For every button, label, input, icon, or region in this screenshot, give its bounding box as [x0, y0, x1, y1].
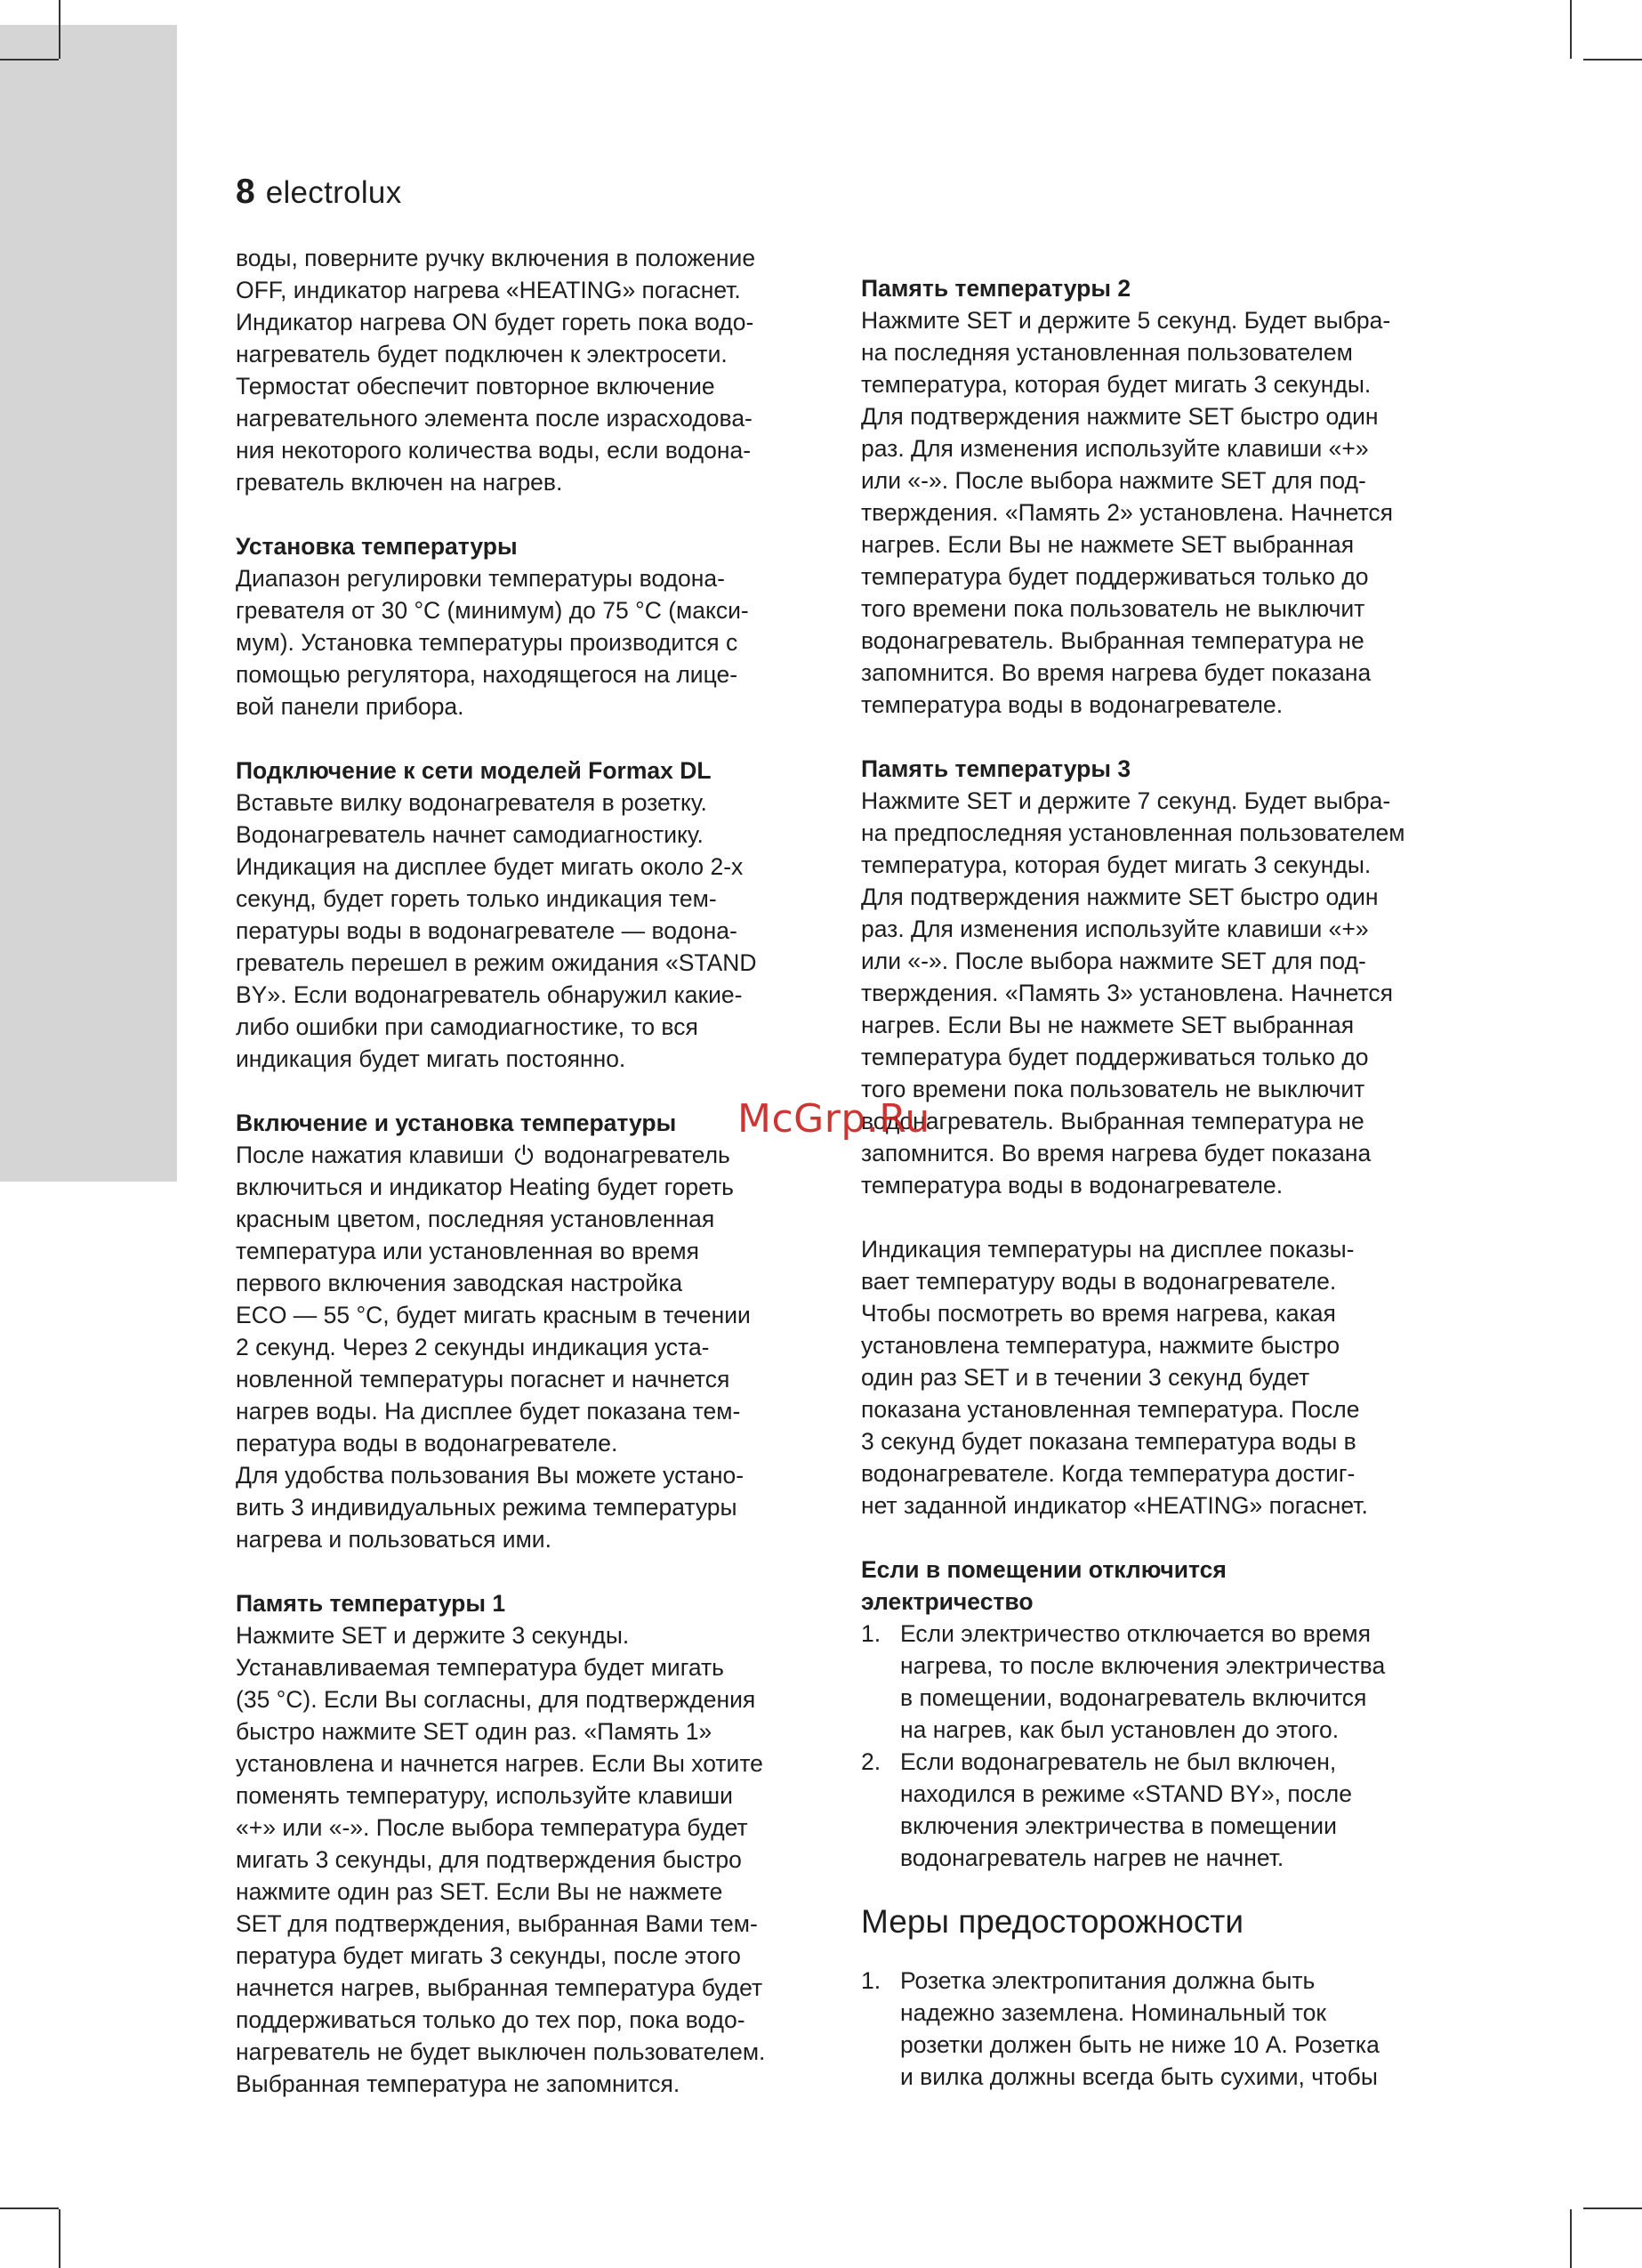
text-line: Розетка электропитания должна быть: [900, 1967, 1316, 1994]
text-line: [236, 1139, 849, 1171]
text-line: 3 секунд будет показана температура воды в: [861, 1428, 1356, 1455]
list-item-number: 1.: [861, 1967, 881, 1994]
text-line: ния некоторого количества воды, если водона-: [236, 437, 752, 464]
text-line: розетки должен быть не ниже 10 А. Розетка: [900, 2031, 1380, 2058]
section-title: электричество: [861, 1588, 1034, 1615]
text-line: Индикация температуры на дисплее показы-: [861, 1236, 1355, 1263]
crop-mark: [1583, 2207, 1642, 2209]
list-item-body: [900, 1965, 1475, 2093]
text-line: пературы воды в водонагревателе — водона-: [236, 917, 737, 944]
text-line: BY». Если водонагреватель обнаружил какие-: [236, 981, 743, 1008]
text-line: греватель включен на нагрев.: [236, 469, 563, 496]
section-body: [861, 1233, 1475, 1521]
section-body: [861, 785, 1475, 1201]
text-line: Если электричество отключается во время: [900, 1620, 1371, 1647]
list-item: [861, 1965, 1475, 2093]
section-body: [236, 562, 849, 722]
text-line: на предпоследняя установленная пользователем: [861, 819, 1405, 846]
text-line: нагрев воды. На дисплее будет показана тем-: [236, 1398, 741, 1425]
text-line: Чтобы посмотреть во время нагрева, какая: [861, 1300, 1336, 1327]
section-title: Память температуры 3: [861, 755, 1131, 782]
text-line: Нажмите SET и держите 5 секунд. Будет выбра-: [861, 307, 1391, 334]
text-line: вой панели прибора.: [236, 693, 464, 720]
right-column: [861, 272, 1475, 2093]
text-line: нагрев. Если Вы не нажмете SET выбранная: [861, 531, 1355, 558]
text-line: Вставьте вилку водонагревателя в розетку.: [236, 789, 707, 816]
text-line: установлена и начнется нагрев. Если Вы хотите: [236, 1750, 763, 1777]
text-line: нагрева, то после включения электричества: [900, 1652, 1386, 1679]
intro-paragraph: [236, 242, 849, 498]
text-line: на нагрев, как был установлен до этого.: [900, 1716, 1340, 1743]
text-line: новленной температуры погаснет и начнется: [236, 1366, 730, 1392]
text-line: включения электричества в помещении: [900, 1812, 1337, 1839]
text-line: температура воды в водонагревателе.: [861, 691, 1284, 718]
text-line: Индикатор нагрева ON будет гореть пока водо-: [236, 309, 754, 335]
crop-mark: [0, 2207, 59, 2209]
text-line: 2 секунд. Через 2 секунды индикация уста-: [236, 1334, 710, 1360]
section-title: Установка температуры: [236, 533, 518, 560]
text-line: Устанавливаемая температура будет мигать: [236, 1654, 724, 1681]
section-display-info: [861, 1233, 1475, 1521]
list-item-number: 2.: [861, 1748, 881, 1775]
text-line: ECO — 55 °C, будет мигать красным в течении: [236, 1302, 751, 1328]
text-line: тверждения. «Память 2» установлена. Начнется: [861, 499, 1394, 526]
text-line: и вилка должны всегда быть сухими, чтобы: [900, 2063, 1378, 2090]
text-line: либо ошибки при самодиагностике, то вся: [236, 1013, 698, 1040]
section-memory-2: [861, 272, 1475, 721]
text-line: водонагревателе. Когда температура достиг-: [861, 1460, 1356, 1487]
text-line: раз. Для изменения используйте клавиши «+»: [861, 916, 1369, 942]
text-line: Для подтверждения нажмите SET быстро один: [861, 884, 1379, 910]
text-line: секунд, будет гореть только индикация тем-: [236, 885, 717, 912]
text-fragment: водонагреватель: [543, 1142, 730, 1168]
list-item-number: 1.: [861, 1620, 881, 1647]
section-body: [236, 1171, 849, 1555]
text-line: температура будет поддерживаться только до: [861, 563, 1369, 590]
text-line: установлена температура, нажмите быстро: [861, 1332, 1340, 1359]
text-line: воды, поверните ручку включения в положение: [236, 245, 756, 271]
text-fragment: После нажатия клавиши: [236, 1142, 504, 1168]
text-line: мигать 3 секунды, для подтверждения быстро: [236, 1846, 742, 1873]
numbered-list: [861, 1618, 1475, 1874]
text-line: Для удобства пользования Вы можете устано-: [236, 1462, 745, 1489]
text-line: находился в режиме «STAND BY», после: [900, 1780, 1352, 1807]
text-line: пература воды в водонагревателе.: [236, 1430, 618, 1457]
text-line: водонагреватель. Выбранная температура не: [861, 1108, 1364, 1134]
text-line: Нажмите SET и держите 3 секунды.: [236, 1622, 630, 1649]
text-line: на последняя установленная пользователем: [861, 339, 1353, 366]
text-line: Для подтверждения нажмите SET быстро один: [861, 403, 1379, 430]
text-line: в помещении, водонагреватель включится: [900, 1684, 1367, 1711]
precautions-heading: Меры предосторожности: [861, 1903, 1244, 1940]
text-line: того времени пока пользователь не выключит: [861, 1076, 1365, 1102]
text-line: «+» или «-». После выбора температура будет: [236, 1814, 748, 1841]
text-line: тверждения. «Память 3» установлена. Начнется: [861, 980, 1394, 1006]
section-title: Память температуры 2: [861, 275, 1131, 302]
text-line: Водонагреватель начнет самодиагностику.: [236, 821, 704, 848]
crop-mark: [59, 0, 60, 59]
numbered-list: [861, 1965, 1475, 2093]
text-line: температура будет поддерживаться только до: [861, 1044, 1369, 1070]
text-line: надежно заземлена. Номинальный ток: [900, 1999, 1326, 2026]
crop-mark: [59, 2209, 60, 2268]
text-line: вить 3 индивидуальных режима температуры: [236, 1494, 737, 1521]
text-line: вает температуру воды в водонагревателе.: [861, 1268, 1337, 1295]
text-line: Если водонагреватель не был включен,: [900, 1748, 1337, 1775]
text-line: водонагреватель нагрев не начнет.: [900, 1844, 1284, 1871]
text-line: нажмите один раз SET. Если Вы не нажмете: [236, 1878, 723, 1905]
text-line: греватель перешел в режим ожидания «STAND: [236, 949, 757, 976]
text-line: или «-». После выбора нажмите SET для под-: [861, 948, 1366, 974]
section-power-on: [236, 1107, 849, 1555]
crop-mark: [1570, 2209, 1572, 2268]
text-line: температура, которая будет мигать 3 секунды.: [861, 371, 1372, 398]
text-line: показана установленная температура. После: [861, 1396, 1360, 1423]
list-item-body: [900, 1618, 1475, 1746]
text-line: Выбранная температура не запомнится.: [236, 2070, 680, 2097]
power-icon: [512, 1143, 535, 1166]
list-item: [861, 1746, 1475, 1874]
text-line: поддерживаться только до тех пор, пока водо-: [236, 2006, 745, 2033]
text-line: индикация будет мигать постоянно.: [236, 1045, 626, 1072]
section-power-outage: [861, 1554, 1475, 1874]
text-line: нет заданной индикатор «HEATING» погаснет.: [861, 1492, 1368, 1519]
text-line: Индикация на дисплее будет мигать около 2-х: [236, 853, 744, 880]
section-memory-1: [236, 1587, 849, 2100]
section-body: [236, 787, 849, 1075]
text-line: нагреватель не будет выключен пользователем.: [236, 2038, 766, 2065]
section-title: Включение и установка температуры: [236, 1110, 677, 1136]
text-line: раз. Для изменения используйте клавиши «+»: [861, 435, 1369, 462]
text-line: OFF, индикатор нагрева «HEATING» погаснет.: [236, 277, 741, 303]
text-line: температура или установленная во время: [236, 1238, 699, 1264]
side-margin-band: [0, 25, 177, 1182]
text-line: пература будет мигать 3 секунды, после этого: [236, 1942, 741, 1969]
text-line: нагревательного элемента после израсходова-: [236, 405, 753, 432]
text-line: мум). Установка температуры производится с: [236, 629, 738, 656]
text-line: первого включения заводская настройка: [236, 1270, 683, 1296]
text-line: начнется нагрев, выбранная температура будет: [236, 1974, 763, 2001]
watermark: McGrp.Ru: [737, 1096, 930, 1142]
text-line: запомнится. Во время нагрева будет показана: [861, 659, 1372, 686]
text-line: быстро нажмите SET один раз. «Память 1»: [236, 1718, 712, 1745]
text-line: или «-». После выбора нажмите SET для под-: [861, 467, 1366, 494]
crop-mark: [0, 59, 59, 61]
section-body: [236, 1619, 849, 2100]
section-connection: [236, 755, 849, 1075]
list-item-body: [900, 1746, 1475, 1874]
crop-mark: [1570, 0, 1572, 59]
brand-name: electrolux: [265, 175, 402, 210]
text-line: температура, которая будет мигать 3 секунды.: [861, 852, 1372, 878]
page-header: [236, 173, 402, 212]
section-title: Память температуры 1: [236, 1590, 506, 1617]
text-line: помощью регулятора, находящегося на лице-: [236, 661, 738, 688]
section-title: Если в помещении отключится: [861, 1556, 1227, 1583]
text-line: Нажмите SET и держите 7 секунд. Будет выбра-: [861, 787, 1391, 814]
text-line: один раз SET и в течении 3 секунд будет: [861, 1364, 1310, 1391]
page-number: 8: [236, 173, 255, 211]
text-line: Термостат обеспечит повторное включение: [236, 373, 715, 400]
text-line: нагрева и пользоваться ими.: [236, 1526, 551, 1553]
list-item: [861, 1618, 1475, 1746]
crop-mark: [1583, 59, 1642, 61]
text-line: SET для подтверждения, выбранная Вами тем-: [236, 1910, 758, 1937]
text-line: красным цветом, последняя установленная: [236, 1206, 715, 1232]
section-body: [861, 304, 1475, 721]
text-line: того времени пока пользователь не выключит: [861, 595, 1365, 622]
left-column: [236, 242, 849, 2132]
text-line: водонагреватель. Выбранная температура не: [861, 627, 1364, 654]
section-temp-setting: [236, 530, 849, 722]
section-memory-3: [861, 753, 1475, 1201]
text-line: температура воды в водонагревателе.: [861, 1172, 1284, 1199]
section-title: Подключение к сети моделей Formax DL: [236, 757, 712, 784]
text-line: нагрев. Если Вы не нажмете SET выбранная: [861, 1012, 1355, 1038]
text-line: поменять температуру, используйте клавиши: [236, 1782, 733, 1809]
text-line: нагреватель будет подключен к электросети.: [236, 341, 728, 367]
text-line: включиться и индикатор Heating будет гореть: [236, 1174, 734, 1200]
text-line: гревателя от 30 °C (минимум) до 75 °C (макси-: [236, 597, 749, 624]
text-line: (35 °C). Если Вы согласны, для подтверждения: [236, 1686, 756, 1713]
text-line: Диапазон регулировки температуры водона-: [236, 565, 725, 592]
text-line: запомнится. Во время нагрева будет показана: [861, 1140, 1372, 1166]
